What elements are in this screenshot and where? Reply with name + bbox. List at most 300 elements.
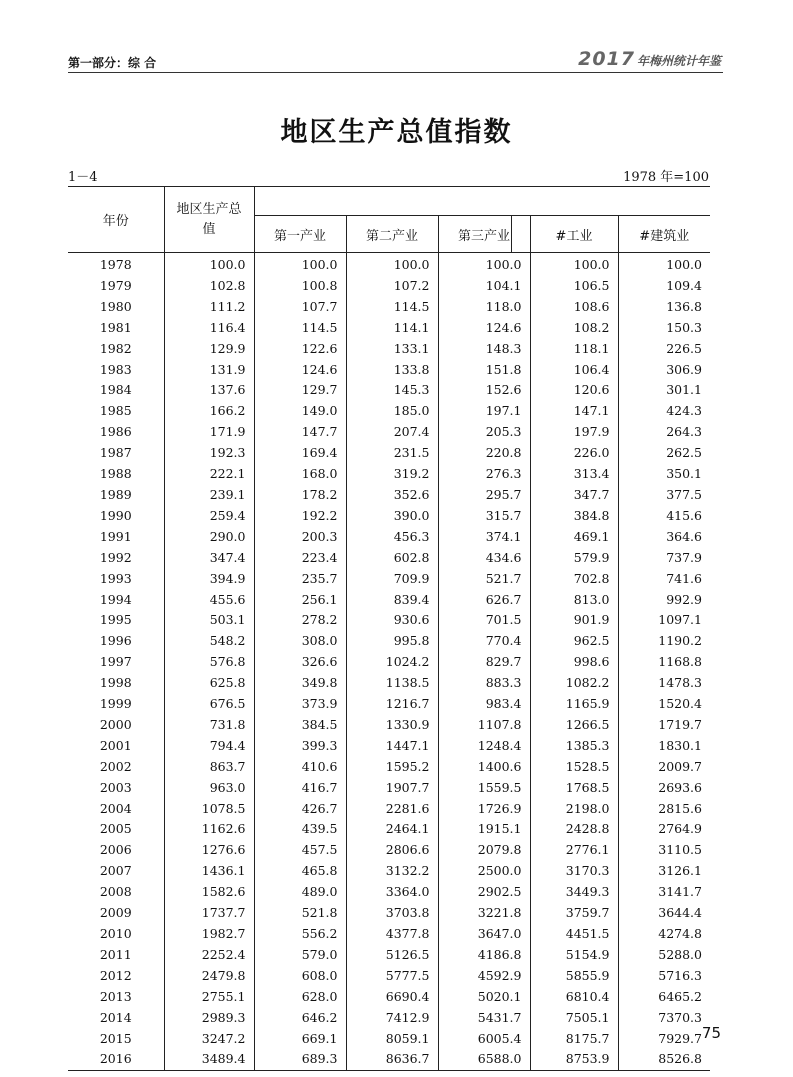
- value-cell: 456.3: [346, 527, 438, 548]
- value-cell: 106.5: [530, 276, 618, 297]
- table-row: [68, 360, 710, 381]
- year-cell: 1980: [99, 298, 132, 314]
- table-row: [68, 945, 710, 966]
- value-cell: 6810.4: [530, 987, 618, 1008]
- year-cell: 1999: [99, 696, 132, 712]
- value-cell: 983.4: [438, 694, 530, 715]
- value-cell: 579.0: [254, 945, 346, 966]
- year-cell: 1997: [99, 654, 132, 670]
- value-cell: 963.0: [164, 778, 254, 799]
- value-cell: 377.5: [618, 485, 710, 506]
- value-cell: 3759.7: [530, 903, 618, 924]
- year-cell: 1991: [99, 528, 132, 544]
- value-cell: 1982.7: [164, 924, 254, 945]
- table-row: [68, 736, 710, 757]
- value-cell: 1582.6: [164, 882, 254, 903]
- table-row: [68, 318, 710, 339]
- value-cell: 439.5: [254, 819, 346, 840]
- value-cell: 3644.4: [618, 903, 710, 924]
- value-cell: 124.6: [438, 318, 530, 339]
- value-cell: 521.8: [254, 903, 346, 924]
- table-row: [68, 1049, 710, 1070]
- value-cell: 8526.8: [618, 1049, 710, 1070]
- value-cell: 2902.5: [438, 882, 530, 903]
- table-row: [68, 966, 710, 987]
- table-row: [68, 253, 710, 276]
- col-header-primary: 第一产业: [254, 216, 346, 253]
- value-cell: 116.4: [164, 318, 254, 339]
- table-row: [68, 548, 710, 569]
- value-cell: 222.1: [164, 464, 254, 485]
- value-cell: 178.2: [254, 485, 346, 506]
- table-row: [68, 715, 710, 736]
- value-cell: 556.2: [254, 924, 346, 945]
- col-header-construction: #建筑业: [618, 216, 710, 253]
- value-cell: 226.5: [618, 339, 710, 360]
- value-cell: 701.5: [438, 610, 530, 631]
- value-cell: 223.4: [254, 548, 346, 569]
- value-cell: 256.1: [254, 590, 346, 611]
- col-header-gdp-text: 地区生产总值: [176, 201, 242, 237]
- value-cell: 3647.0: [438, 924, 530, 945]
- value-cell: 122.6: [254, 339, 346, 360]
- value-cell: 3221.8: [438, 903, 530, 924]
- value-cell: 1024.2: [346, 652, 438, 673]
- value-cell: 347.4: [164, 548, 254, 569]
- value-cell: 6588.0: [438, 1049, 530, 1070]
- value-cell: 1248.4: [438, 736, 530, 757]
- value-cell: 2281.6: [346, 799, 438, 820]
- value-cell: 503.1: [164, 610, 254, 631]
- year-cell: 1984: [99, 382, 132, 398]
- value-cell: 5777.5: [346, 966, 438, 987]
- value-cell: 608.0: [254, 966, 346, 987]
- value-cell: 107.2: [346, 276, 438, 297]
- table-row: [68, 610, 710, 631]
- value-cell: 118.1: [530, 339, 618, 360]
- value-cell: 264.3: [618, 422, 710, 443]
- value-cell: 1385.3: [530, 736, 618, 757]
- year-cell: 1995: [99, 612, 132, 628]
- value-cell: 5126.5: [346, 945, 438, 966]
- value-cell: 313.4: [530, 464, 618, 485]
- value-cell: 205.3: [438, 422, 530, 443]
- section-header: 第一部分：综 合: [68, 56, 157, 70]
- value-cell: 100.0: [164, 253, 254, 276]
- table-row: [68, 778, 710, 799]
- year-cell: 2008: [99, 884, 132, 900]
- year-cell: 2001: [99, 737, 132, 753]
- col-header-industry: #工业: [530, 216, 618, 253]
- value-cell: 315.7: [438, 506, 530, 527]
- value-cell: 737.9: [618, 548, 710, 569]
- year-cell: 1993: [99, 570, 132, 586]
- value-cell: 131.9: [164, 360, 254, 381]
- value-cell: 152.6: [438, 380, 530, 401]
- value-cell: 100.8: [254, 276, 346, 297]
- value-cell: 192.2: [254, 506, 346, 527]
- year-cell: 1985: [99, 403, 132, 419]
- value-cell: 3703.8: [346, 903, 438, 924]
- table-row: [68, 652, 710, 673]
- value-cell: 149.0: [254, 401, 346, 422]
- table-row: [68, 757, 710, 778]
- value-cell: 5020.1: [438, 987, 530, 1008]
- value-cell: 1107.8: [438, 715, 530, 736]
- value-cell: 521.7: [438, 569, 530, 590]
- value-cell: 1737.7: [164, 903, 254, 924]
- table-row: [68, 903, 710, 924]
- base-note: 1978 年=100: [623, 170, 709, 185]
- value-cell: 262.5: [618, 443, 710, 464]
- value-cell: 7370.3: [618, 1008, 710, 1029]
- value-cell: 741.6: [618, 569, 710, 590]
- value-cell: 114.1: [346, 318, 438, 339]
- value-cell: 2252.4: [164, 945, 254, 966]
- year-cell: 1994: [99, 591, 132, 607]
- value-cell: 5431.7: [438, 1008, 530, 1029]
- value-cell: 4377.8: [346, 924, 438, 945]
- value-cell: 114.5: [346, 297, 438, 318]
- table-number: 1－4: [68, 170, 98, 185]
- year-cell: 1992: [99, 549, 132, 565]
- table-row: [68, 924, 710, 945]
- value-cell: 8753.9: [530, 1049, 618, 1070]
- value-cell: 102.8: [164, 276, 254, 297]
- value-cell: 306.9: [618, 360, 710, 381]
- table-row: [68, 673, 710, 694]
- value-cell: 410.6: [254, 757, 346, 778]
- value-cell: 166.2: [164, 401, 254, 422]
- value-cell: 7412.9: [346, 1008, 438, 1029]
- value-cell: 118.0: [438, 297, 530, 318]
- table-row: [68, 569, 710, 590]
- value-cell: 794.4: [164, 736, 254, 757]
- year-cell: 2013: [99, 988, 132, 1004]
- value-cell: 457.5: [254, 840, 346, 861]
- table-row: [68, 882, 710, 903]
- value-cell: 1830.1: [618, 736, 710, 757]
- value-cell: 2806.6: [346, 840, 438, 861]
- value-cell: 278.2: [254, 610, 346, 631]
- value-cell: 995.8: [346, 631, 438, 652]
- year-cell: 2003: [99, 779, 132, 795]
- value-cell: 2464.1: [346, 819, 438, 840]
- year-cell: 2005: [99, 821, 132, 837]
- table-row: [68, 987, 710, 1008]
- value-cell: 8636.7: [346, 1049, 438, 1070]
- value-cell: 384.5: [254, 715, 346, 736]
- value-cell: 145.3: [346, 380, 438, 401]
- value-cell: 4274.8: [618, 924, 710, 945]
- value-cell: 220.8: [438, 443, 530, 464]
- value-cell: 3247.2: [164, 1029, 254, 1050]
- year-cell: 2015: [99, 1030, 132, 1046]
- value-cell: 364.6: [618, 527, 710, 548]
- value-cell: 276.3: [438, 464, 530, 485]
- value-cell: 373.9: [254, 694, 346, 715]
- value-cell: 100.0: [530, 253, 618, 276]
- value-cell: 124.6: [254, 360, 346, 381]
- year-cell: 2002: [99, 758, 132, 774]
- value-cell: 109.4: [618, 276, 710, 297]
- value-cell: 3364.0: [346, 882, 438, 903]
- value-cell: 133.1: [346, 339, 438, 360]
- value-cell: 839.4: [346, 590, 438, 611]
- value-cell: 1447.1: [346, 736, 438, 757]
- col-header-gdp: [164, 187, 254, 253]
- table-row: [68, 443, 710, 464]
- table-row: [68, 380, 710, 401]
- value-cell: 390.0: [346, 506, 438, 527]
- value-cell: 3110.5: [618, 840, 710, 861]
- value-cell: 1436.1: [164, 861, 254, 882]
- col-header-secondary: 第二产业: [346, 216, 438, 253]
- value-cell: 2693.6: [618, 778, 710, 799]
- value-cell: 731.8: [164, 715, 254, 736]
- value-cell: 901.9: [530, 610, 618, 631]
- value-cell: 150.3: [618, 318, 710, 339]
- value-cell: 2815.6: [618, 799, 710, 820]
- value-cell: 5716.3: [618, 966, 710, 987]
- value-cell: 813.0: [530, 590, 618, 611]
- year-cell: 1987: [99, 445, 132, 461]
- year-cell: 2012: [99, 967, 132, 983]
- value-cell: 231.5: [346, 443, 438, 464]
- value-cell: 226.0: [530, 443, 618, 464]
- value-cell: 489.0: [254, 882, 346, 903]
- value-cell: 415.6: [618, 506, 710, 527]
- value-cell: 1097.1: [618, 610, 710, 631]
- year-cell: 2000: [99, 716, 132, 732]
- value-cell: 1082.2: [530, 673, 618, 694]
- value-cell: 5154.9: [530, 945, 618, 966]
- value-cell: 100.0: [438, 253, 530, 276]
- table-row: [68, 506, 710, 527]
- value-cell: 669.1: [254, 1029, 346, 1050]
- value-cell: 434.6: [438, 548, 530, 569]
- year-cell: 1978: [99, 257, 132, 272]
- value-cell: 169.4: [254, 443, 346, 464]
- table-row: [68, 527, 710, 548]
- value-cell: 384.8: [530, 506, 618, 527]
- value-cell: 129.7: [254, 380, 346, 401]
- value-cell: 576.8: [164, 652, 254, 673]
- value-cell: 1907.7: [346, 778, 438, 799]
- table-row: [68, 422, 710, 443]
- value-cell: 147.7: [254, 422, 346, 443]
- value-cell: 4451.5: [530, 924, 618, 945]
- year-cell: 2014: [99, 1009, 132, 1025]
- value-cell: 290.0: [164, 527, 254, 548]
- col-header-year: 年份: [68, 187, 164, 253]
- value-cell: 626.7: [438, 590, 530, 611]
- value-cell: 4592.9: [438, 966, 530, 987]
- value-cell: 137.6: [164, 380, 254, 401]
- value-cell: 192.3: [164, 443, 254, 464]
- value-cell: 7505.1: [530, 1008, 618, 1029]
- year-cell: 2011: [99, 946, 132, 962]
- year-cell: 1988: [99, 466, 132, 482]
- value-cell: 2079.8: [438, 840, 530, 861]
- value-cell: 6690.4: [346, 987, 438, 1008]
- value-cell: 295.7: [438, 485, 530, 506]
- table-row: [68, 297, 710, 318]
- value-cell: 883.3: [438, 673, 530, 694]
- value-cell: 5855.9: [530, 966, 618, 987]
- value-cell: 6005.4: [438, 1029, 530, 1050]
- value-cell: 168.0: [254, 464, 346, 485]
- value-cell: 998.6: [530, 652, 618, 673]
- value-cell: 829.7: [438, 652, 530, 673]
- value-cell: 676.5: [164, 694, 254, 715]
- value-cell: 100.0: [618, 253, 710, 276]
- year-cell: 1990: [99, 507, 132, 523]
- value-cell: 709.9: [346, 569, 438, 590]
- value-cell: 352.6: [346, 485, 438, 506]
- year-cell: 1979: [99, 277, 132, 293]
- table-row: [68, 694, 710, 715]
- year-cell: 2007: [99, 863, 132, 879]
- table-row: [68, 861, 710, 882]
- value-cell: 259.4: [164, 506, 254, 527]
- table-row: [68, 276, 710, 297]
- value-cell: 962.5: [530, 631, 618, 652]
- value-cell: 207.4: [346, 422, 438, 443]
- year-cell: 1982: [99, 340, 132, 356]
- table-row: [68, 401, 710, 422]
- gdp-index-table: [68, 186, 710, 1071]
- value-cell: 235.7: [254, 569, 346, 590]
- table-row: [68, 819, 710, 840]
- value-cell: 469.1: [530, 527, 618, 548]
- value-cell: 465.8: [254, 861, 346, 882]
- value-cell: 2776.1: [530, 840, 618, 861]
- value-cell: 3449.3: [530, 882, 618, 903]
- table-row: [68, 1029, 710, 1050]
- value-cell: 2500.0: [438, 861, 530, 882]
- value-cell: 197.1: [438, 401, 530, 422]
- value-cell: 1165.9: [530, 694, 618, 715]
- value-cell: 108.2: [530, 318, 618, 339]
- year-cell: 2016: [68, 1049, 164, 1070]
- value-cell: 200.3: [254, 527, 346, 548]
- value-cell: 3170.3: [530, 861, 618, 882]
- value-cell: 1915.1: [438, 819, 530, 840]
- year-cell: 1998: [99, 675, 132, 691]
- value-cell: 426.7: [254, 799, 346, 820]
- value-cell: 992.9: [618, 590, 710, 611]
- year-cell: 1996: [99, 633, 132, 649]
- value-cell: 455.6: [164, 590, 254, 611]
- col-header-tertiary-label: 第三产业: [457, 228, 510, 244]
- value-cell: 350.1: [618, 464, 710, 485]
- value-cell: 770.4: [438, 631, 530, 652]
- value-cell: 148.3: [438, 339, 530, 360]
- value-cell: 3132.2: [346, 861, 438, 882]
- year-cell: 2006: [99, 842, 132, 858]
- year-cell: 2010: [99, 926, 132, 941]
- value-cell: 8059.1: [346, 1029, 438, 1050]
- year-cell: 1981: [99, 319, 132, 335]
- value-cell: 2428.8: [530, 819, 618, 840]
- value-cell: 6465.2: [618, 987, 710, 1008]
- value-cell: 106.4: [530, 360, 618, 381]
- value-cell: 689.3: [254, 1049, 346, 1070]
- page-title: 地区生产总值指数: [280, 117, 513, 148]
- value-cell: 129.9: [164, 339, 254, 360]
- table-row: [68, 590, 710, 611]
- value-cell: 108.6: [530, 297, 618, 318]
- value-cell: 1595.2: [346, 757, 438, 778]
- value-cell: 1768.5: [530, 778, 618, 799]
- value-cell: 1138.5: [346, 673, 438, 694]
- value-cell: 1726.9: [438, 799, 530, 820]
- value-cell: 1190.2: [618, 631, 710, 652]
- header-rule: [68, 72, 723, 73]
- value-cell: 602.8: [346, 548, 438, 569]
- value-cell: 319.2: [346, 464, 438, 485]
- value-cell: 394.9: [164, 569, 254, 590]
- value-cell: 151.8: [438, 360, 530, 381]
- value-cell: 1559.5: [438, 778, 530, 799]
- value-cell: 628.0: [254, 987, 346, 1008]
- value-cell: 1162.6: [164, 819, 254, 840]
- value-cell: 349.8: [254, 673, 346, 694]
- table-row: [68, 1008, 710, 1029]
- value-cell: 1216.7: [346, 694, 438, 715]
- value-cell: 3141.7: [618, 882, 710, 903]
- value-cell: 326.6: [254, 652, 346, 673]
- value-cell: 1168.8: [618, 652, 710, 673]
- value-cell: 646.2: [254, 1008, 346, 1029]
- value-cell: 424.3: [618, 401, 710, 422]
- value-cell: 100.0: [346, 253, 438, 276]
- value-cell: 548.2: [164, 631, 254, 652]
- table-row: [68, 464, 710, 485]
- value-cell: 2479.8: [164, 966, 254, 987]
- table-row: [68, 485, 710, 506]
- value-cell: 579.9: [530, 548, 618, 569]
- value-cell: 1719.7: [618, 715, 710, 736]
- col-header-tertiary: [438, 216, 530, 253]
- value-cell: 107.7: [254, 297, 346, 318]
- value-cell: 239.1: [164, 485, 254, 506]
- year-cell: 2004: [99, 800, 132, 816]
- table-row: [68, 840, 710, 861]
- value-cell: 5288.0: [618, 945, 710, 966]
- value-cell: 2198.0: [530, 799, 618, 820]
- value-cell: 416.7: [254, 778, 346, 799]
- value-cell: 2989.3: [164, 1008, 254, 1029]
- value-cell: 301.1: [618, 380, 710, 401]
- value-cell: 1528.5: [530, 757, 618, 778]
- value-cell: 100.0: [254, 253, 346, 276]
- value-cell: 2009.7: [618, 757, 710, 778]
- value-cell: 347.7: [530, 485, 618, 506]
- table-row: [68, 799, 710, 820]
- value-cell: 7929.7: [618, 1029, 710, 1050]
- value-cell: 1266.5: [530, 715, 618, 736]
- page-number: 75: [701, 1024, 721, 1042]
- value-cell: 399.3: [254, 736, 346, 757]
- value-cell: 133.8: [346, 360, 438, 381]
- value-cell: 114.5: [254, 318, 346, 339]
- yearbook-title: 年梅州统计年鉴: [636, 54, 721, 68]
- year-cell: 1986: [99, 424, 132, 440]
- value-cell: 2764.9: [618, 819, 710, 840]
- value-cell: 625.8: [164, 673, 254, 694]
